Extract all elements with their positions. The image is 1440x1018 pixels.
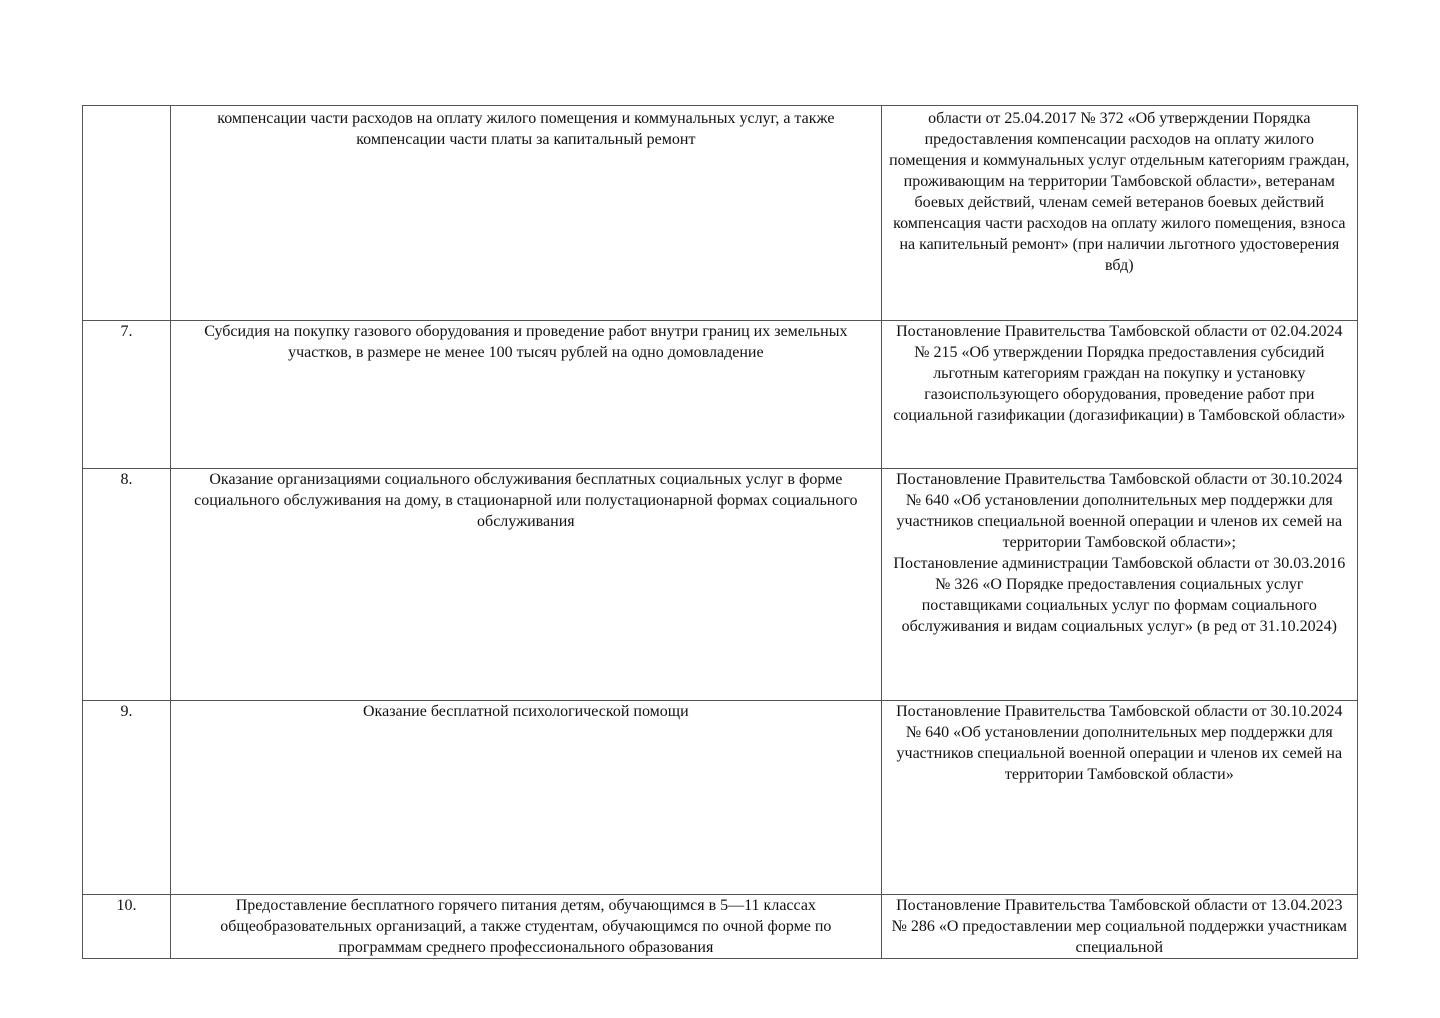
measure-text: компенсации части расходов на оплату жилого помещения и коммунальных услуг, а также компенсации части платы за капитальный ремонт <box>217 110 835 148</box>
measure-cell <box>171 895 882 959</box>
legal-basis-text: области от 25.04.2017 № 372 «Об утверждении Порядка предоставления компенсации расходов на оплату жилого помещения и коммунальных услуг отдельным категориям граждан, проживающим на территории Тамбовской области», ветеранам боевых действий, членам семей ветеранов боевых действий компенсация части расходов на оплату жилого помещения, взноса на капительный ремонт» (при наличии льготного удостоверения вбд) <box>889 110 1350 274</box>
legal-basis-cell <box>881 701 1357 895</box>
row-number: 7. <box>120 323 133 340</box>
legal-basis-text: Постановление Правительства Тамбовской области от 13.04.2023 № 286 «О предоставлении мер социальной поддержки участникам специальной <box>891 897 1348 956</box>
legal-basis-text: Постановление Правительства Тамбовской области от 30.10.2024 № 640 «Об установлении дополнительных мер поддержки для участников специальной военной операции и членов их семей на территории Тамбовской области» <box>896 703 1343 783</box>
row-number-cell <box>83 895 171 959</box>
measures-table <box>82 105 1358 959</box>
measure-text: Оказание бесплатной психологической помощи <box>363 703 689 720</box>
measure-cell <box>171 106 882 321</box>
row-number: 8. <box>120 471 133 488</box>
table-row <box>83 321 1358 469</box>
row-number-cell <box>83 321 171 469</box>
legal-basis-cell <box>881 895 1357 959</box>
row-number-cell <box>83 701 171 895</box>
measure-cell <box>171 321 882 469</box>
measure-cell <box>171 701 882 895</box>
legal-basis-text: Постановление Правительства Тамбовской области от 02.04.2024 № 215 «Об утверждении Порядка предоставления субсидий льготным категориям граждан на покупку и установку газоиспользующего оборудования, проведение работ при социальной газификации (догазификации) в Тамбовской области» <box>893 323 1346 424</box>
row-number-cell <box>83 469 171 701</box>
legal-basis-cell <box>881 106 1357 321</box>
legal-basis-cell <box>881 321 1357 469</box>
table-row <box>83 895 1358 959</box>
table-row <box>83 469 1358 701</box>
measure-cell <box>171 469 882 701</box>
table-row <box>83 106 1358 321</box>
row-number: 9. <box>120 703 133 720</box>
measure-text: Субсидия на покупку газового оборудования и проведение работ внутри границ их земельных участков, в размере не менее 100 тысяч рублей на одно домовладение <box>204 323 848 361</box>
table-row <box>83 701 1358 895</box>
legal-basis-cell <box>881 469 1357 701</box>
measure-text: Предоставление бесплатного горячего питания детям, обучающимся в 5—11 классах общеобразовательных организаций, а также студентам, обучающимся по очной форме по программам среднего профессионального образования <box>220 897 832 956</box>
row-number: 10. <box>116 897 137 914</box>
measure-text: Оказание организациями социального обслуживания бесплатных социальных услуг в форме социального обслуживания на дому, в стационарной или полустационарной формах социального обслуживания <box>194 471 858 530</box>
legal-basis-text: Постановление Правительства Тамбовской области от 30.10.2024 № 640 «Об установлении дополнительных мер поддержки для участников специальной военной операции и членов их семей на территории Тамбовской области»; Постановление администрации Тамбовской области от 30.03.2016 № 326 «О Порядке предоставления социальных услуг поставщиками социальных услуг по формам социального обслуживания и видам социальных услуг» (в ред от 31.10.2024) <box>893 471 1346 635</box>
row-number-cell <box>83 106 171 321</box>
